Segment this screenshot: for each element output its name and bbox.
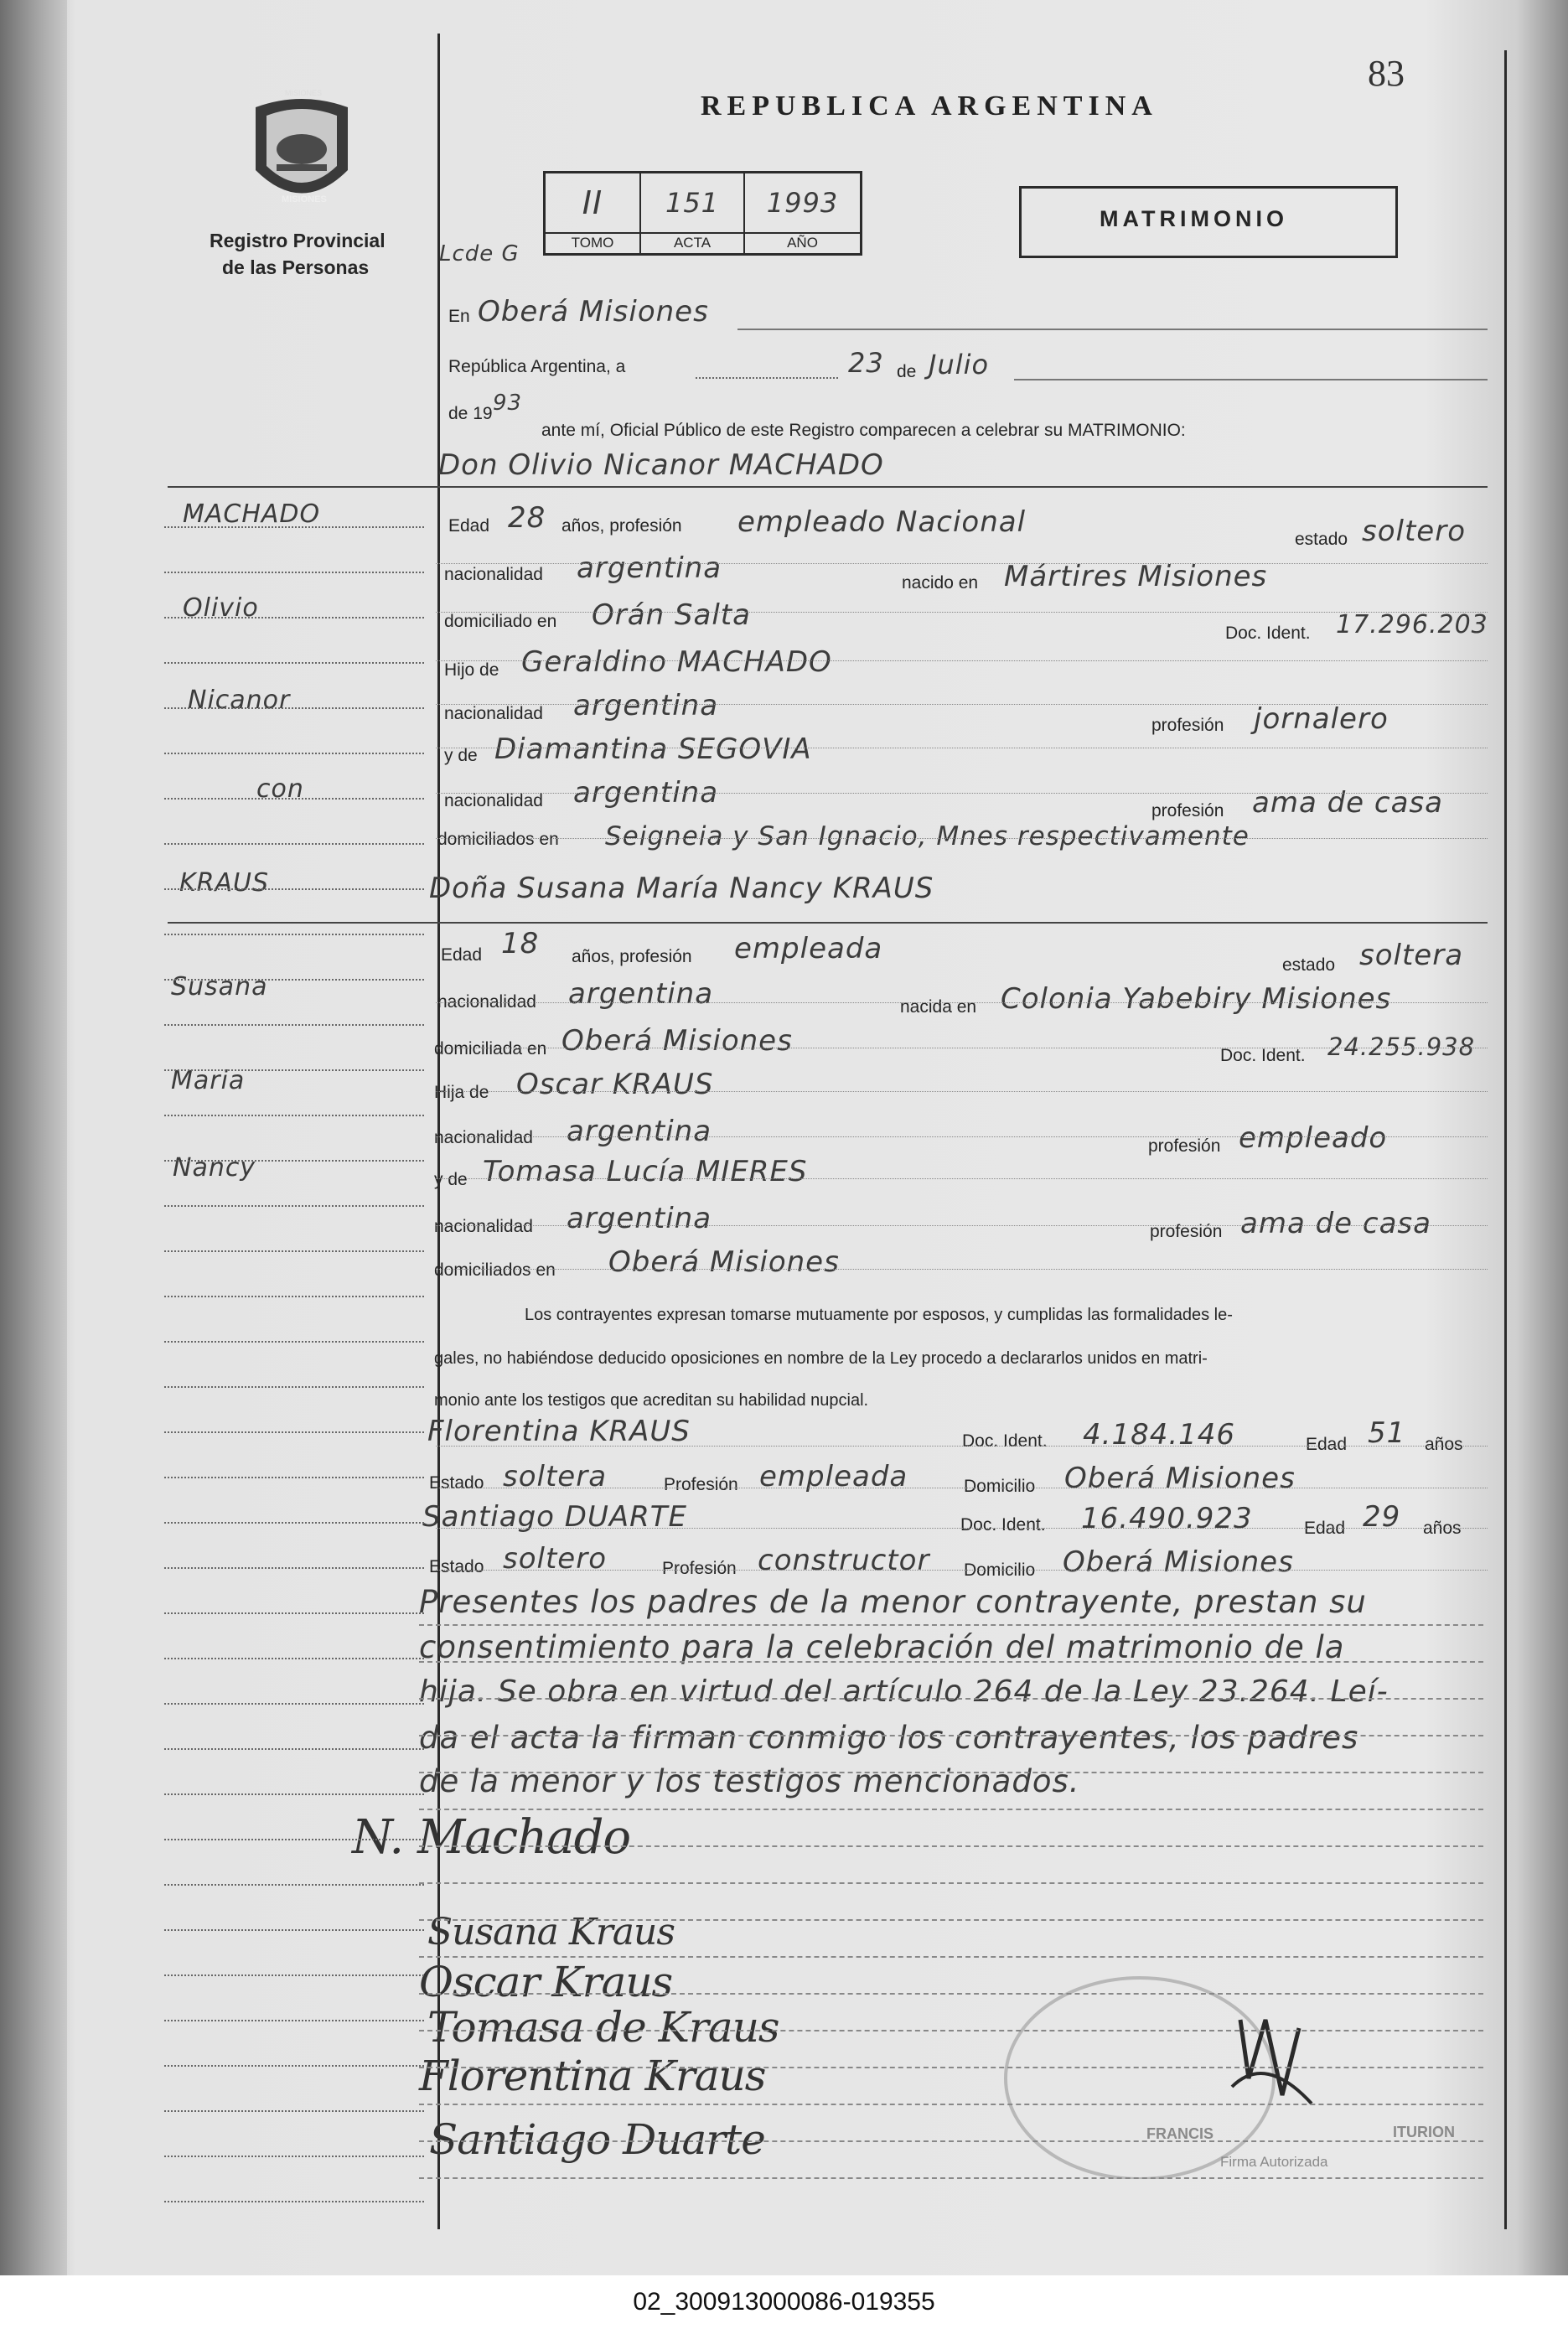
margin-ruled-line bbox=[164, 662, 424, 664]
body-ruled-line bbox=[419, 1919, 1483, 1921]
body-ruled-line bbox=[419, 2067, 1483, 2068]
field-underline bbox=[436, 660, 1488, 661]
page-number: 83 bbox=[1368, 53, 1405, 94]
acta-label: ACTA bbox=[640, 233, 744, 255]
margin-ruled-line bbox=[164, 1522, 424, 1524]
signature-bride: Susana Kraus bbox=[427, 1911, 675, 1954]
margin-name-6: Susana bbox=[171, 972, 268, 1001]
margin-ruled-line bbox=[164, 1477, 424, 1478]
groom-domicile-label: domiciliado en bbox=[444, 612, 557, 631]
field-underline bbox=[436, 1570, 1488, 1571]
bride-mother-prof: ama de casa bbox=[1240, 1207, 1431, 1240]
witness2-age: 29 bbox=[1363, 1500, 1401, 1534]
groom-mother-nat-label: nacionalidad bbox=[444, 791, 543, 810]
groom-born: Mártires Misiones bbox=[1004, 560, 1268, 593]
margin-ruled-line bbox=[164, 1205, 424, 1207]
bride-status-label: estado bbox=[1282, 955, 1336, 975]
margin-ruled-line bbox=[164, 2110, 424, 2112]
bride-father-prof: empleado bbox=[1239, 1121, 1388, 1155]
margin-name-3: Nicanor bbox=[188, 686, 291, 715]
groom-mother-prof-label: profesión bbox=[1151, 801, 1224, 820]
declaration-line-1: Los contrayentes expresan tomarse mutuamente por esposos, y cumplidas las formalidades le- bbox=[525, 1306, 1233, 1324]
body-ruled-line bbox=[419, 2177, 1483, 2179]
margin-ruled-line bbox=[164, 2065, 424, 2067]
declaration-line-3: monio ante los testigos que acreditan su habilidad nupcial. bbox=[434, 1391, 869, 1410]
margin-ruled-line bbox=[164, 1612, 424, 1614]
body-ruled-line bbox=[419, 1956, 1483, 1958]
witness1-doc: 4.184.146 bbox=[1083, 1418, 1236, 1452]
margin-ruled-line bbox=[164, 2156, 424, 2157]
field-underline bbox=[436, 1002, 1488, 1003]
witness2-age-label: Edad bbox=[1304, 1519, 1346, 1538]
bride-doc-label: Doc. Ident. bbox=[1220, 1046, 1306, 1065]
margin-ruled-line bbox=[164, 843, 424, 845]
groom-father-label: Hijo de bbox=[444, 660, 499, 680]
body-ruled-line bbox=[419, 2104, 1483, 2105]
tomo-value: II bbox=[545, 173, 641, 233]
margin-name-5: KRAUS bbox=[179, 868, 270, 898]
body-ruled-line bbox=[419, 2030, 1483, 2031]
footer-filename: 02_300913000086-019355 bbox=[633, 2288, 935, 2316]
country-date-label: República Argentina, a bbox=[448, 357, 626, 376]
bride-doc: 24.255.938 bbox=[1327, 1033, 1476, 1061]
bride-status: soltera bbox=[1359, 939, 1464, 972]
margin-ruled-line bbox=[164, 2201, 424, 2202]
year-suffix: 93 bbox=[493, 391, 523, 416]
stamp-name: FRANCIS bbox=[1146, 2125, 1214, 2142]
margin-ruled-line bbox=[164, 1658, 424, 1659]
field-underline bbox=[436, 838, 1488, 839]
bride-mother-nat: argentina bbox=[567, 1202, 712, 1235]
margin-ruled-line bbox=[164, 753, 424, 754]
field-underline bbox=[436, 1225, 1488, 1226]
margin-ruled-line bbox=[164, 1974, 424, 1976]
margin-ruled-line bbox=[164, 1839, 424, 1840]
field-underline bbox=[436, 793, 1488, 794]
country-title: REPUBLICA ARGENTINA bbox=[701, 91, 1158, 122]
note-line-5: de la menor y los testigos mencionados. bbox=[419, 1763, 1080, 1799]
witness2-doc: 16.490.923 bbox=[1081, 1502, 1253, 1535]
margin-ruled-line bbox=[164, 979, 424, 981]
bride-mother: Tomasa Lucía MIERES bbox=[483, 1155, 808, 1188]
witness1-dom-label: Domicilio bbox=[964, 1477, 1036, 1496]
anio-value: 1993 bbox=[744, 173, 862, 233]
note-line-2: consentimiento para la celebración del matrimonio de la bbox=[419, 1629, 1345, 1665]
bride-domicile: Oberá Misiones bbox=[561, 1024, 793, 1058]
bride-parents-dom: Oberá Misiones bbox=[608, 1245, 840, 1279]
witness1-prof-label: Profesión bbox=[664, 1475, 738, 1494]
groom-father: Geraldino MACHADO bbox=[521, 645, 832, 679]
margin-ruled-line bbox=[164, 1386, 424, 1388]
margin-ruled-line bbox=[164, 2020, 424, 2021]
groom-status: soltero bbox=[1362, 515, 1466, 548]
bride-born: Colonia Yabebiry Misiones bbox=[1001, 982, 1392, 1016]
witness2-doc-label: Doc. Ident. bbox=[960, 1515, 1046, 1535]
act-type: MATRIMONIO bbox=[1100, 206, 1288, 231]
bride-age: 18 bbox=[501, 927, 540, 960]
groom-profession-label: años, profesión bbox=[561, 516, 682, 536]
bride-father: Oscar KRAUS bbox=[516, 1068, 714, 1101]
anio-label: AÑO bbox=[744, 233, 862, 255]
place-value: Oberá Misiones bbox=[478, 295, 709, 329]
field-underline bbox=[436, 1091, 1488, 1092]
margin-ruled-line bbox=[164, 707, 424, 709]
witness2-dom-label: Domicilio bbox=[964, 1560, 1036, 1580]
margin-ruled-line bbox=[164, 888, 424, 890]
bride-profession: empleada bbox=[734, 932, 883, 965]
groom-domicile: Orán Salta bbox=[592, 598, 751, 632]
body-ruled-line bbox=[419, 2140, 1483, 2142]
field-underline bbox=[436, 1446, 1488, 1447]
bride-mother-nat-label: nacionalidad bbox=[434, 1217, 533, 1236]
groom-doc-label: Doc. Ident. bbox=[1225, 624, 1311, 643]
margin-ruled-line bbox=[164, 1929, 424, 1931]
groom-profession: empleado Nacional bbox=[737, 505, 1027, 539]
field-underline bbox=[436, 612, 1488, 613]
body-ruled-line bbox=[419, 1845, 1483, 1847]
seal-top-text: MISIONES bbox=[285, 89, 323, 97]
declaration-line-2: gales, no habiéndose deducido oposiciones en nombre de la Ley procedo a declararlos unidos en matri- bbox=[434, 1349, 1208, 1368]
bride-domicile-label: domiciliada en bbox=[434, 1039, 547, 1058]
margin-ruled-line bbox=[164, 1341, 424, 1343]
registry-line-1: Registro Provincial bbox=[210, 230, 386, 251]
bride-father-label: Hija de bbox=[434, 1083, 489, 1102]
groom-parents-dom: Seigneia y San Ignacio, Mnes respectivamente bbox=[605, 821, 1250, 851]
witness1-status: soltera bbox=[503, 1460, 608, 1493]
body-ruled-line bbox=[419, 1698, 1483, 1700]
bride-born-label: nacida en bbox=[900, 997, 977, 1017]
bride-father-nat: argentina bbox=[567, 1115, 712, 1148]
groom-mother-nat: argentina bbox=[573, 776, 719, 810]
book-gutter bbox=[0, 0, 67, 2275]
groom-father-prof-label: profesión bbox=[1151, 716, 1224, 735]
bride-mother-label: y de bbox=[434, 1170, 468, 1189]
groom-mother: Diamantina SEGOVIA bbox=[494, 732, 812, 766]
stamp-suffix: ITURION bbox=[1393, 2124, 1455, 2140]
note-line-4: da el acta la firman conmigo los contrayentes, los padres bbox=[419, 1720, 1359, 1756]
note-line-1: Presentes los padres de la menor contrayente, prestan su bbox=[419, 1584, 1367, 1620]
bride-father-prof-label: profesión bbox=[1148, 1136, 1221, 1156]
signature-mother: Tomasa de Kraus bbox=[427, 2003, 779, 2052]
margin-ruled-line bbox=[164, 572, 424, 573]
field-underline bbox=[436, 704, 1488, 705]
field-underline bbox=[436, 1528, 1488, 1529]
witness2-name: Santiago DUARTE bbox=[422, 1500, 687, 1534]
groom-mother-label: y de bbox=[444, 746, 478, 765]
margin-ruled-line bbox=[164, 1115, 424, 1116]
witness1-doc-label: Doc. Ident. bbox=[962, 1431, 1048, 1451]
witness2-status-label: Estado bbox=[429, 1557, 484, 1576]
intro-text: ante mí, Oficial Público de este Registro comparecen a celebrar su MATRIMONIO: bbox=[541, 421, 1186, 440]
groom-doc: 17.296.203 bbox=[1336, 610, 1488, 639]
groom-nationality: argentina bbox=[577, 551, 722, 585]
margin-ruled-line bbox=[164, 1069, 424, 1071]
day-value: 23 bbox=[848, 347, 884, 379]
groom-status-label: estado bbox=[1295, 530, 1348, 549]
witness2-status: soltero bbox=[503, 1542, 607, 1576]
tomo-label: TOMO bbox=[545, 233, 641, 255]
margin-ruled-line bbox=[164, 617, 424, 618]
body-ruled-line bbox=[419, 1993, 1483, 1995]
groom-born-label: nacido en bbox=[902, 573, 979, 593]
witness1-name: Florentina KRAUS bbox=[427, 1415, 691, 1448]
witness1-age-label: Edad bbox=[1306, 1435, 1348, 1454]
seal-bottom-text: MISIONES bbox=[282, 194, 327, 204]
margin-ruled-line bbox=[164, 1024, 424, 1026]
signature-father: Oscar Kraus bbox=[419, 1958, 673, 2006]
margin-ruled-line bbox=[164, 798, 424, 800]
bride-nationality: argentina bbox=[568, 977, 714, 1011]
year-prefix: de 19 bbox=[448, 404, 493, 423]
margin-ruled-line bbox=[164, 1160, 424, 1162]
body-ruled-line bbox=[419, 1809, 1483, 1810]
bride-age-label: Edad bbox=[441, 945, 483, 965]
margin-ruled-line bbox=[164, 1884, 424, 1886]
witness2-prof-label: Profesión bbox=[662, 1559, 737, 1578]
margin-ruled-line bbox=[164, 1793, 424, 1795]
groom-age-label: Edad bbox=[448, 516, 490, 536]
margin-ruled-line bbox=[164, 934, 424, 935]
margin-name-4: con bbox=[256, 774, 304, 804]
witness2-prof: constructor bbox=[758, 1544, 930, 1577]
registry-line-2: de las Personas bbox=[222, 256, 370, 278]
month-value: Julio bbox=[929, 349, 990, 380]
bride-nationality-label: nacionalidad bbox=[437, 992, 536, 1012]
groom-father-prof: jornalero bbox=[1254, 702, 1389, 736]
groom-parents-dom-label: domiciliados en bbox=[437, 830, 559, 849]
margin-ruled-line bbox=[164, 526, 424, 528]
groom-name: Don Olivio Nicanor MACHADO bbox=[438, 448, 884, 482]
bride-name: Doña Susana María Nancy KRAUS bbox=[429, 872, 934, 905]
witness1-prof: empleada bbox=[759, 1460, 908, 1493]
field-underline bbox=[436, 563, 1488, 564]
margin-name-8: Nancy bbox=[173, 1153, 256, 1183]
margin-ruled-line bbox=[164, 1567, 424, 1569]
groom-father-nat-label: nacionalidad bbox=[444, 704, 543, 723]
witness2-years-label: años bbox=[1423, 1519, 1462, 1538]
place-label: En bbox=[448, 307, 470, 326]
body-ruled-line bbox=[419, 1661, 1483, 1663]
field-underline bbox=[436, 1178, 1488, 1179]
margin-name-1: MACHADO bbox=[183, 499, 321, 529]
bride-father-nat-label: nacionalidad bbox=[434, 1128, 533, 1147]
right-border bbox=[1504, 50, 1507, 2229]
margin-name-2: Olivio bbox=[183, 593, 259, 623]
body-ruled-line bbox=[419, 1735, 1483, 1736]
witness1-years-label: años bbox=[1425, 1435, 1463, 1454]
registration-box bbox=[543, 171, 862, 256]
witness1-age: 51 bbox=[1368, 1416, 1406, 1450]
signature-groom: N. Machado bbox=[352, 1810, 631, 1865]
body-ruled-line bbox=[419, 1772, 1483, 1773]
field-underline bbox=[436, 1269, 1488, 1270]
bride-mother-prof-label: profesión bbox=[1150, 1222, 1223, 1241]
field-underline bbox=[436, 1136, 1488, 1137]
witness1-status-label: Estado bbox=[429, 1473, 484, 1493]
margin-ruled-line bbox=[164, 1250, 424, 1252]
margin-ruled-line bbox=[164, 1703, 424, 1705]
acta-value: 151 bbox=[640, 173, 744, 233]
body-ruled-line bbox=[419, 1624, 1483, 1626]
month-label: de bbox=[897, 362, 917, 381]
witness2-dom: Oberá Misiones bbox=[1063, 1545, 1294, 1579]
note-line-3: hija. Se obra en virtud del artículo 264 de la Ley 23.264. Leí- bbox=[419, 1674, 1389, 1709]
stamp-role: Firma Autorizada bbox=[1220, 2154, 1328, 2170]
groom-age: 28 bbox=[508, 501, 546, 535]
bride-parents-dom-label: domiciliados en bbox=[434, 1260, 556, 1280]
body-ruled-line bbox=[419, 1882, 1483, 1884]
signature-witness2: Santiago Duarte bbox=[429, 2115, 765, 2164]
bride-profession-label: años, profesión bbox=[572, 947, 692, 966]
margin-ruled-line bbox=[164, 1431, 424, 1433]
groom-father-nat: argentina bbox=[573, 689, 719, 722]
margin-name-7: Maria bbox=[171, 1066, 246, 1095]
witness1-dom: Oberá Misiones bbox=[1064, 1462, 1296, 1495]
groom-nationality-label: nacionalidad bbox=[444, 565, 543, 584]
groom-mother-prof: ama de casa bbox=[1252, 786, 1443, 820]
margin-ruled-line bbox=[164, 1748, 424, 1750]
side-note: Lcde G bbox=[439, 241, 520, 267]
signature-witness1: Florentina Kraus bbox=[419, 2052, 766, 2100]
margin-ruled-line bbox=[164, 1296, 424, 1297]
